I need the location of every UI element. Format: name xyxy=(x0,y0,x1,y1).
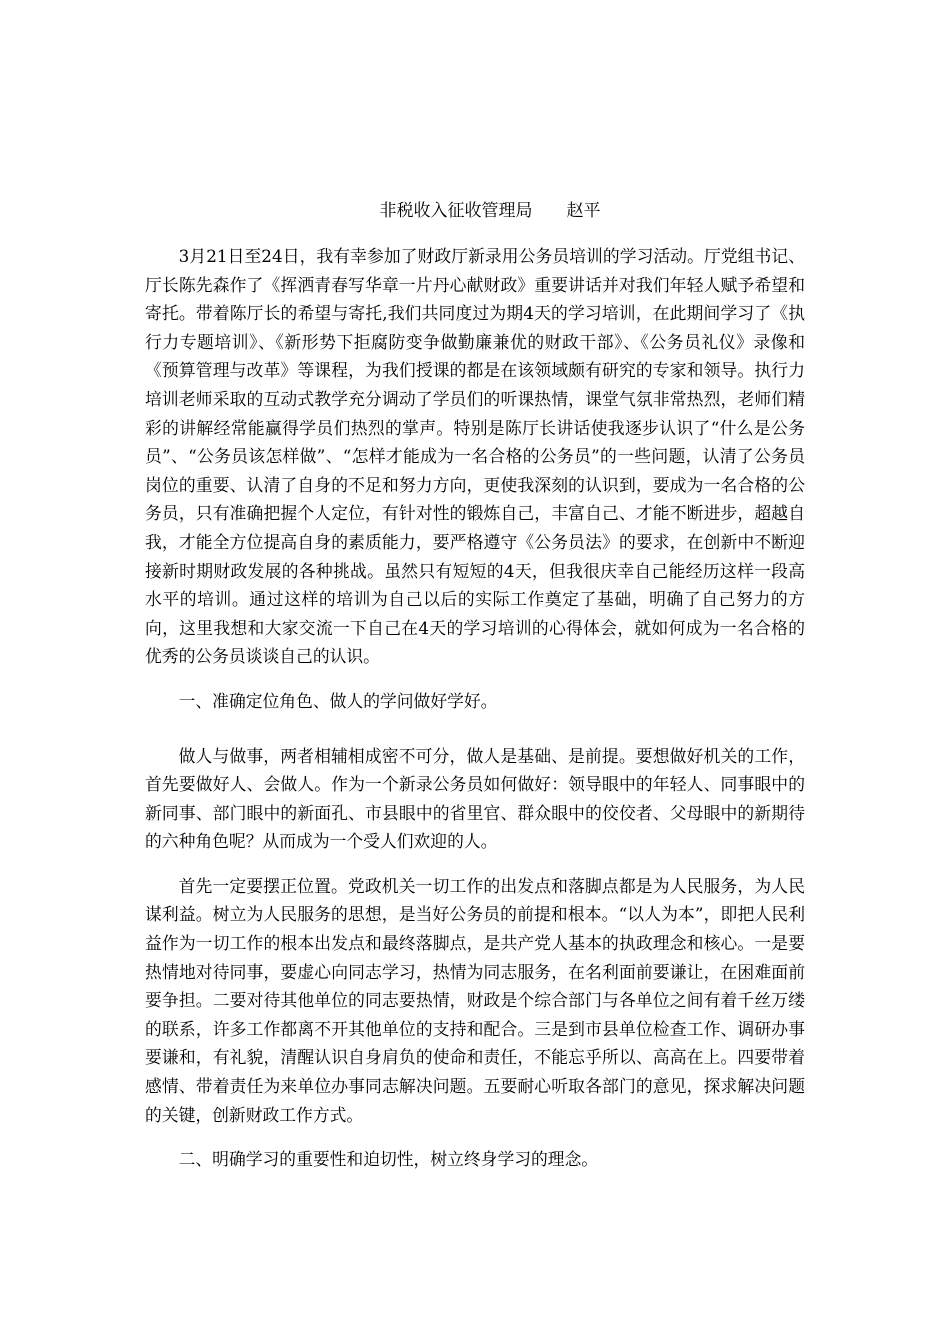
intro-paragraph: 3月21日至24日，我有幸参加了财政厅新录用公务员培训的学习活动。厅党组书记、厅长陈先森作了《挥洒青春写华章一片丹心献财政》重要讲话并对我们年轻人赋予希望和寄托。带着陈厅长的希望与寄托,我们共同度过为期4天的学习培训，在此期间学习了《执行力专题培训》、《新形势下拒腐防变争做勤廉兼优的财政干部》、《公务员礼仪》录像和《预算管理与改革》等课程，为我们授课的都是在该领域颇有研究的专家和领导。执行力培训老师采取的互动式教学充分调动了学员们的听课热情，课堂气氛非常热烈，老师们精彩的讲解经常能赢得学员们热烈的掌声。特别是陈厅长讲话使我逐步认识了“什么是公务员”、“公务员该怎样做”、“怎样才能成为一名合格的公务员”的一些问题，认清了公务员岗位的重要、认清了自身的不足和努力方向，更使我深刻的认识到，要成为一名合格的公务员，只有准确把握个人定位，有针对性的锻炼自己，丰富自己、才能不断进步，超越自我，才能全方位提高自身的素质能力，要严格遵守《公务员法》的要求，在创新中不断迎接新时期财政发展的各种挑战。虽然只有短短的4天，但我很庆幸自己能经历这样一段高水平的培训。通过这样的培训为自己以后的实际工作奠定了基础，明确了自己努力的方向，这里我想和大家交流一下自己在4天的学习培训的心得体会，就如何成为一名合格的优秀的公务员谈谈自己的认识。 xyxy=(145,246,805,667)
body-paragraph-1: 做人与做事，两者相辅相成密不可分，做人是基础、是前提。要想做好机关的工作，首先要做好人、会做人。作为一个新录公务员如何做好：领导眼中的年轻人、同事眼中的新同事、部门眼中的新面孔、市县眼中的省里官、群众眼中的佼佼者、父母眼中的新期待的六种角色呢？从而成为一个受人们欢迎的人。 xyxy=(145,745,805,852)
section-heading-1: 一、准确定位角色、做人的学问做好学好。 xyxy=(178,690,498,711)
section-heading-2: 二、明确学习的重要性和迫切性，树立终身学习的理念。 xyxy=(178,1149,599,1170)
author-byline: 非税收入征收管理局 赵平 xyxy=(379,201,601,221)
document-page xyxy=(145,196,805,1200)
body-paragraph-2: 首先一定要摆正位置。党政机关一切工作的出发点和落脚点都是为人民服务，为人民谋利益。树立为人民服务的思想，是当好公务员的前提和根本。“以人为本”，即把人民利益作为一切工作的根本出发点和最终落脚点，是共产党人基本的执政理念和核心。一是要热情地对待同事，要虚心向同志学习，热情为同志服务，在名利面前要谦让，在困难面前要争担。二要对待其他单位的同志要热情，财政是个综合部门与各单位之间有着千丝万缕的联系，许多工作都离不开其他单位的支持和配合。三是到市县单位检查工作、调研办事要谦和，有礼貌，清醒认识自身肩负的使命和责任，不能忘乎所以、高高在上。四要带着感情、带着责任为来单位办事同志解决问题。五要耐心听取各部门的意见，探求解决问题的关键，创新财政工作方式。 xyxy=(145,875,805,1125)
